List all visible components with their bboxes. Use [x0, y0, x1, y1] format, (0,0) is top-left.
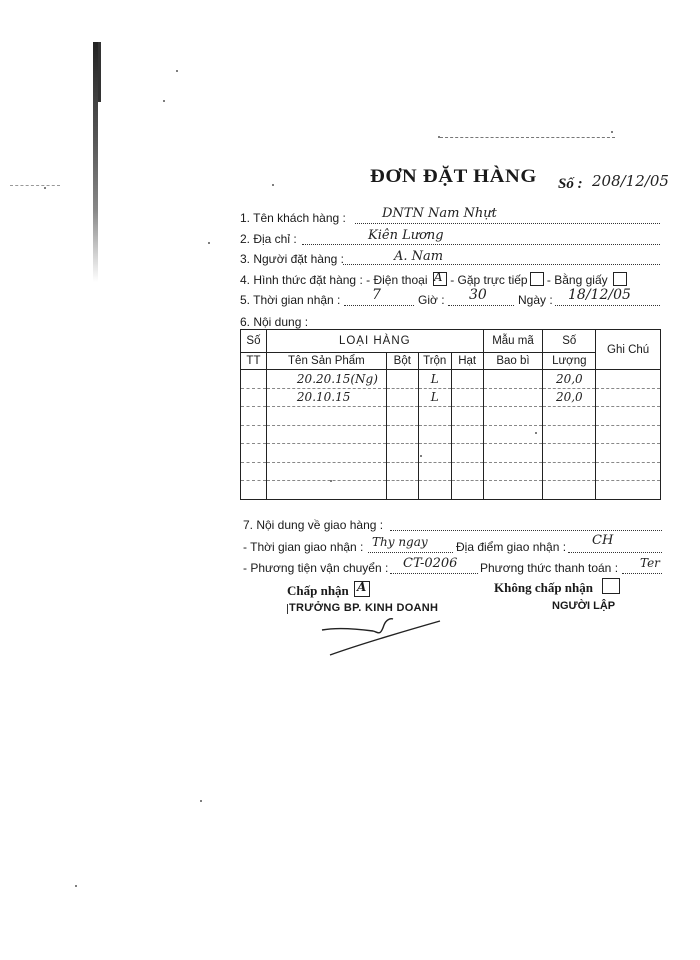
orderer-label: 3. Người đặt hàng :: [240, 252, 344, 266]
method-direct-label: - Gặp trực tiếp: [450, 273, 528, 287]
document-number-value: 208/12/05: [592, 172, 669, 190]
method-paper-checkbox[interactable]: [613, 272, 627, 286]
col-group-header: LOẠI HÀNG: [266, 330, 483, 353]
col-bot: Bột: [386, 353, 418, 370]
col-tron: Trộn: [418, 353, 451, 370]
customer-label: 1. Tên khách hàng :: [240, 211, 346, 225]
scan-dashed-mark: [440, 137, 615, 138]
table-header-row: [241, 330, 661, 353]
delivery-place-value: CH: [592, 533, 614, 548]
creator-label: NGƯỜI LẬP: [552, 600, 616, 612]
accept-label: Chấp nhận: [287, 583, 349, 598]
delivery-place-line: [568, 552, 662, 553]
table-row: [241, 388, 661, 407]
reject-row: [494, 578, 620, 596]
reject-checkbox[interactable]: [602, 578, 620, 594]
row-product: 20.10.15: [266, 388, 386, 407]
method-phone-label: - Điện thoại: [366, 273, 428, 287]
orderer-line: [343, 264, 660, 265]
method-direct-checkbox[interactable]: [530, 272, 544, 286]
row-qty: 20,0: [543, 370, 596, 389]
table-row: [241, 462, 661, 481]
day-label: Ngày :: [518, 293, 553, 307]
row-tron: L: [418, 388, 451, 407]
method-phone-mark: A: [433, 270, 443, 284]
accept-row: [287, 581, 370, 599]
orderer-value: A. Nam: [394, 249, 444, 264]
method-paper-label: - Bằng giấy: [546, 273, 608, 287]
delivery-content-line: [390, 530, 662, 531]
table-row: [241, 444, 661, 463]
col-pack-bottom: Bao bì: [483, 353, 543, 370]
hour-line: [448, 305, 514, 306]
col-no-bottom: TT: [241, 353, 267, 370]
hour-label: Giờ :: [418, 293, 445, 307]
table-row: [241, 425, 661, 444]
payment-label: Phương thức thanh toán :: [480, 561, 619, 575]
scan-dashed-mark: [10, 185, 60, 186]
col-qty-top: Số: [543, 330, 596, 353]
address-line: [302, 244, 660, 245]
delivery-time-label: - Thời gian giao nhận :: [243, 540, 364, 554]
customer-value: DNTN Nam Nhựt: [382, 206, 497, 221]
col-qty-bottom: Lượng: [543, 353, 596, 370]
table-row: [241, 407, 661, 426]
col-no-top: Số: [241, 330, 267, 353]
receive-time-label: 5. Thời gian nhận :: [240, 293, 341, 307]
vehicle-label: - Phương tiện vận chuyển :: [243, 561, 389, 575]
hour-value: 30: [469, 287, 487, 303]
row-product: 20.20.15(Ng): [266, 370, 386, 389]
col-pack-top: Mẫu mã: [483, 330, 543, 353]
address-label: 2. Địa chỉ :: [240, 232, 297, 246]
col-note: Ghi Chú: [596, 330, 661, 370]
receive-time-line: [344, 305, 414, 306]
delivery-time-value: Thy ngay: [372, 535, 428, 549]
row-tron: L: [418, 370, 451, 389]
document-title: ĐƠN ĐẶT HÀNG: [370, 166, 537, 187]
row-qty: 20,0: [543, 388, 596, 407]
document-number-label: Số :: [558, 176, 583, 192]
table-row: [241, 481, 661, 500]
manager-label-mark: [287, 604, 292, 614]
manager-label: TRƯỞNG BP. KINH DOANH: [289, 602, 439, 614]
order-method-label: 4. Hình thức đặt hàng :: [240, 273, 363, 287]
table-row: [241, 370, 661, 389]
payment-line: [622, 573, 662, 574]
vehicle-value: CT-0206: [403, 556, 458, 571]
delivery-place-label: Địa điểm giao nhận :: [456, 540, 567, 554]
payment-value: Ter: [640, 556, 660, 570]
day-line: [555, 305, 660, 306]
vehicle-line: [390, 573, 478, 574]
accept-mark: A: [357, 580, 367, 594]
customer-line: [355, 223, 660, 224]
reject-label: Không chấp nhận: [494, 580, 593, 595]
address-value: Kiên Lương: [368, 228, 444, 243]
day-value: 18/12/05: [568, 287, 631, 303]
col-hat: Hạt: [451, 353, 483, 370]
content-label: 6. Nội dung :: [240, 315, 309, 329]
col-product: Tên Sản Phẩm: [266, 353, 386, 370]
accept-checkbox[interactable]: [354, 581, 370, 597]
receive-time-value: 7: [372, 287, 381, 303]
manager-signature: [318, 615, 448, 660]
delivery-content-label: 7. Nội dung về giao hàng :: [243, 518, 384, 532]
delivery-time-line: [368, 552, 453, 553]
order-items-table: [240, 329, 661, 500]
order-method-row: [240, 272, 627, 287]
method-phone-checkbox[interactable]: [433, 272, 447, 286]
